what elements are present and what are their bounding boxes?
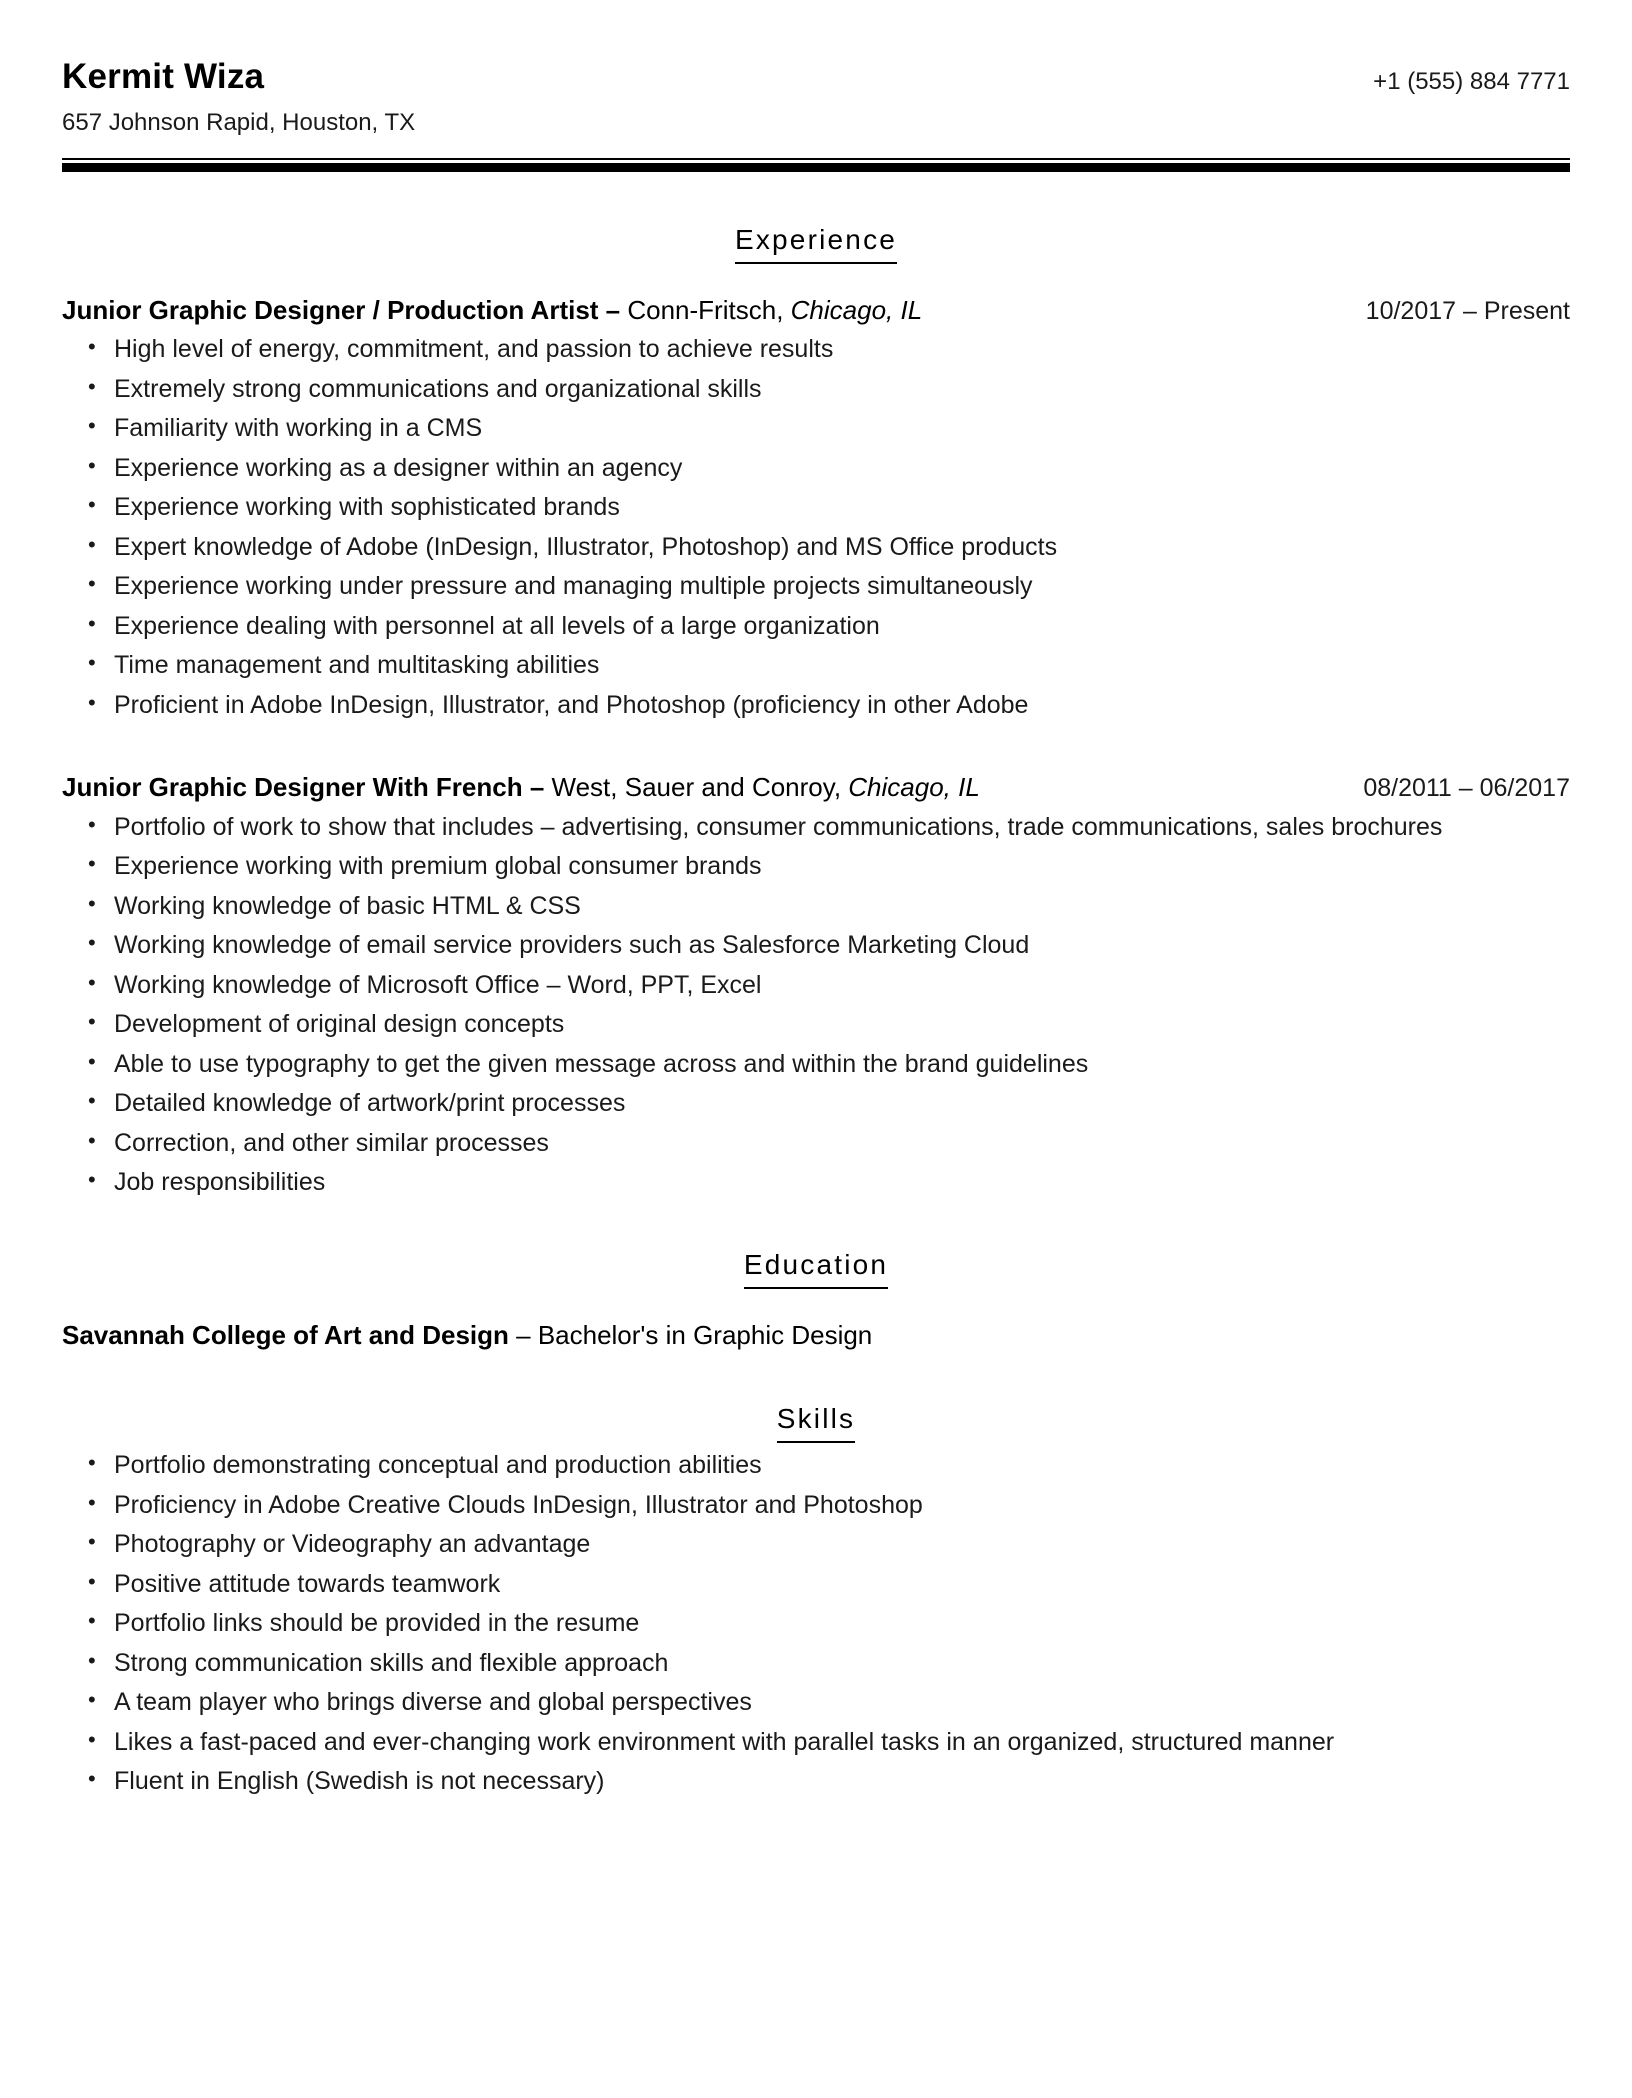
experience-entry-header <box>62 294 1570 327</box>
experience-company: Conn-Fritsch <box>627 295 777 326</box>
experience-bullet-list <box>62 335 1570 719</box>
experience-dates: 08/2011 – 06/2017 <box>1363 774 1570 803</box>
header-contact-block <box>62 56 415 138</box>
section-heading-skills-label: Skills <box>777 1403 856 1443</box>
list-item: • Positive attitude towards teamwork <box>62 1570 1570 1599</box>
education-degree: Bachelor's in Graphic Design <box>537 1319 873 1350</box>
list-item: • Working knowledge of basic HTML & CSS <box>62 892 1570 921</box>
experience-entry-title <box>62 771 980 804</box>
list-item: • Portfolio of work to show that includes – advertising, consumer communications, trade communications, sales brochures <box>62 813 1570 842</box>
list-item: • Correction, and other similar processes <box>62 1129 1570 1158</box>
experience-company-comma: , <box>776 295 791 326</box>
experience-role: Junior Graphic Designer With French <box>62 772 530 803</box>
list-item: • Experience dealing with personnel at all levels of a large organization <box>62 612 1570 641</box>
list-item: • Job responsibilities <box>62 1168 1570 1197</box>
list-item: • Experience working as a designer within an agency <box>62 454 1570 483</box>
experience-bullet-list <box>62 813 1570 1197</box>
list-item: • Fluent in English (Swedish is not necessary) <box>62 1767 1570 1796</box>
experience-entry-header <box>62 771 1570 804</box>
list-item: • Time management and multitasking abilities <box>62 651 1570 680</box>
section-heading-skills <box>62 1403 1570 1443</box>
list-item: • Proficiency in Adobe Creative Clouds InDesign, Illustrator and Photoshop <box>62 1491 1570 1520</box>
experience-role: Junior Graphic Designer / Production Artist <box>62 295 606 326</box>
list-item: • Likes a fast-paced and ever-changing work environment with parallel tasks in an organized, structured manner <box>62 1728 1570 1757</box>
experience-dates: 10/2017 – Present <box>1365 297 1570 326</box>
list-item: • Proficient in Adobe InDesign, Illustrator, and Photoshop (proficiency in other Adobe <box>62 691 1570 720</box>
list-item: • High level of energy, commitment, and passion to achieve results <box>62 335 1570 364</box>
list-item: • Photography or Videography an advantage <box>62 1530 1570 1559</box>
list-item: • Able to use typography to get the given message across and within the brand guidelines <box>62 1050 1570 1079</box>
list-item: • Extremely strong communications and organizational skills <box>62 375 1570 404</box>
experience-entry-title <box>62 294 922 327</box>
experience-entry <box>62 771 1570 1196</box>
section-heading-education <box>62 1249 1570 1289</box>
list-item: • Experience working with premium global consumer brands <box>62 852 1570 881</box>
list-item: • A team player who brings diverse and global perspectives <box>62 1688 1570 1717</box>
education-entry <box>62 1319 1570 1352</box>
list-item: • Portfolio demonstrating conceptual and production abilities <box>62 1451 1570 1480</box>
list-item: • Experience working with sophisticated brands <box>62 493 1570 522</box>
section-heading-education-label: Education <box>744 1249 888 1289</box>
list-item: • Working knowledge of email service providers such as Salesforce Marketing Cloud <box>62 931 1570 960</box>
experience-entry <box>62 294 1570 719</box>
experience-company: West, Sauer and Conroy <box>551 772 834 803</box>
list-item: • Expert knowledge of Adobe (InDesign, Illustrator, Photoshop) and MS Office products <box>62 533 1570 562</box>
resume-header <box>62 48 1570 138</box>
candidate-address: 657 Johnson Rapid, Houston, TX <box>62 109 416 137</box>
list-item: • Detailed knowledge of artwork/print processes <box>62 1089 1570 1118</box>
education-separator: – <box>508 1319 538 1350</box>
experience-location: Chicago, IL <box>848 772 980 803</box>
list-item: • Working knowledge of Microsoft Office – Word, PPT, Excel <box>62 971 1570 1000</box>
skills-bullet-list <box>62 1451 1570 1796</box>
candidate-name: Kermit Wiza <box>62 57 265 96</box>
experience-separator: – <box>529 772 552 803</box>
list-item: • Experience working under pressure and managing multiple projects simultaneously <box>62 572 1570 601</box>
experience-separator: – <box>605 295 628 326</box>
experience-location: Chicago, IL <box>790 295 923 326</box>
list-item: • Development of original design concepts <box>62 1010 1570 1039</box>
list-item: • Strong communication skills and flexible approach <box>62 1649 1570 1678</box>
list-item: • Familiarity with working in a CMS <box>62 414 1570 443</box>
section-heading-experience-label: Experience <box>735 224 897 264</box>
section-heading-experience <box>62 224 1570 264</box>
list-item: • Portfolio links should be provided in the resume <box>62 1609 1570 1638</box>
candidate-phone: +1 (555) 884 7771 <box>1373 68 1570 95</box>
header-divider <box>62 158 1570 172</box>
experience-company-comma: , <box>833 772 849 803</box>
education-school: Savannah College of Art and Design <box>62 1319 509 1350</box>
divider-thick-line <box>62 163 1570 172</box>
